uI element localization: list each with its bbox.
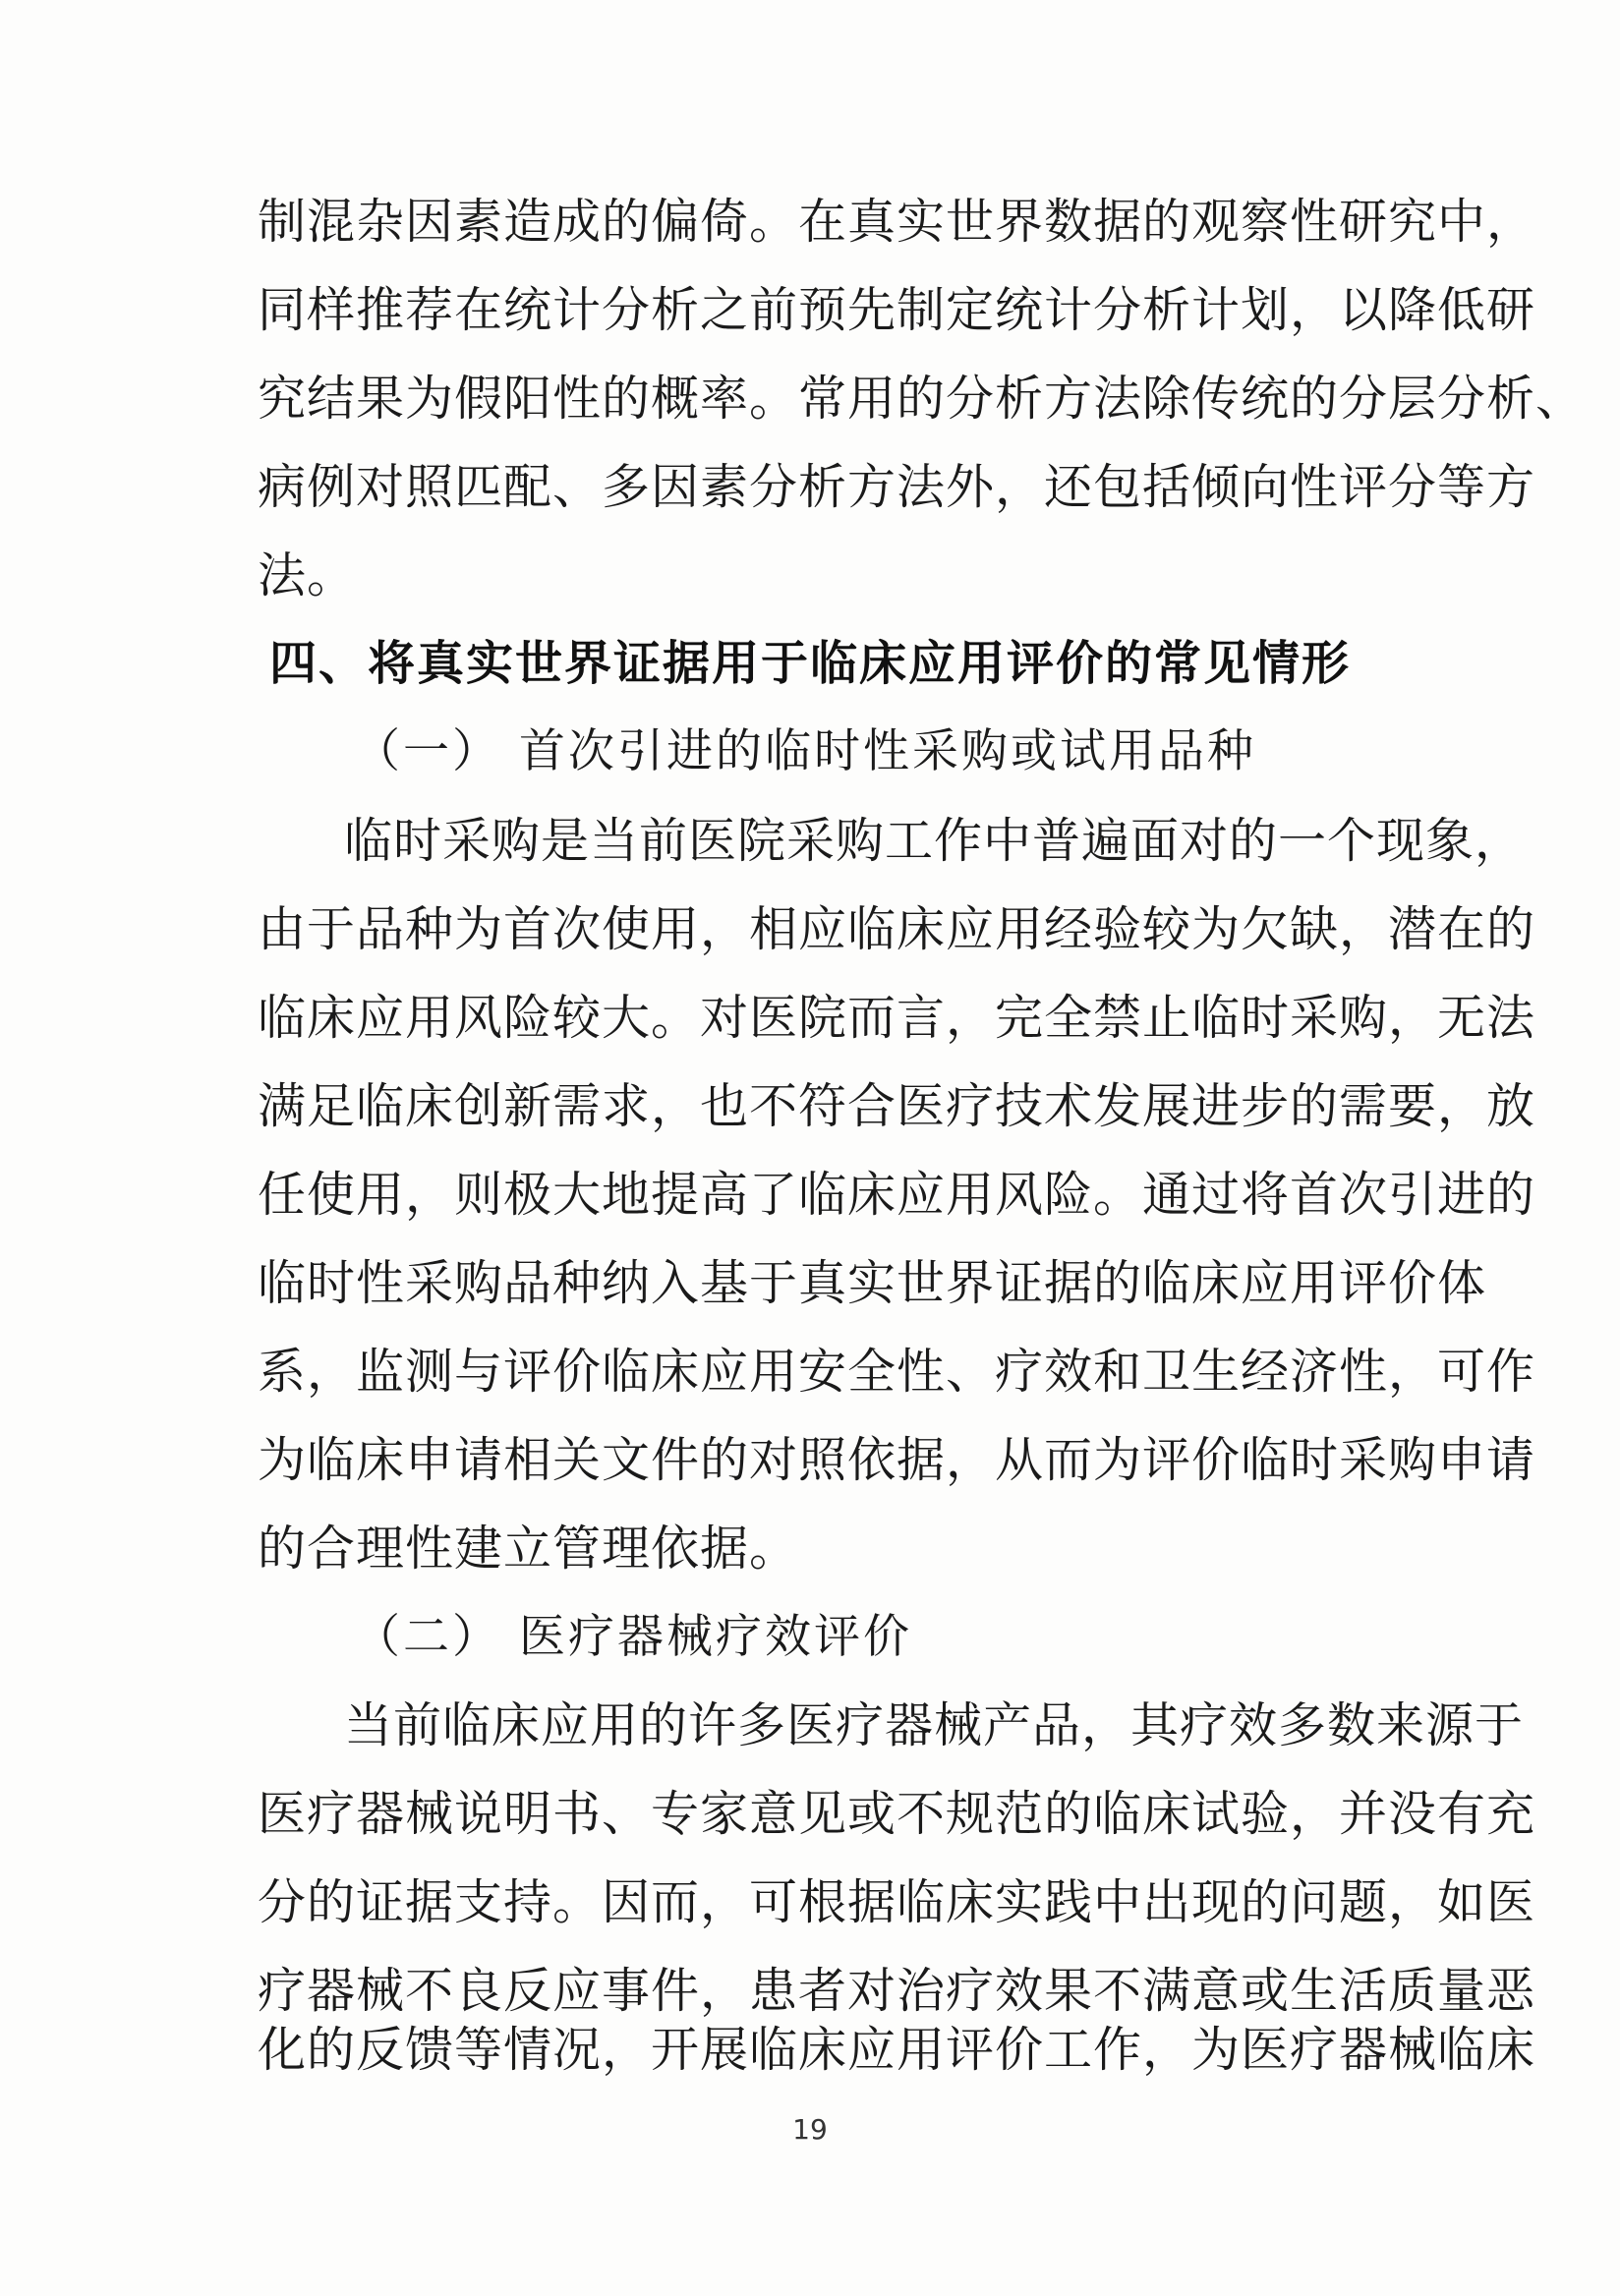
paragraph-line: 同样推荐在统计分析之前预先制定统计分析计划，以降低研 [258,282,1536,338]
paragraph-line: 病例对照匹配、多因素分析方法外，还包括倾向性评分等方 [258,459,1536,515]
paragraph-line: 满足临床创新需求，也不符合医疗技术发展进步的需要，放 [258,1078,1536,1134]
paragraph-line: 为临床申请相关文件的对照依据，从而为评价临时采购申请 [258,1432,1536,1488]
subsection-heading-1: （一） 首次引进的临时性采购或试用品种 [354,724,1256,778]
paragraph-line: 制混杂因素造成的偏倚。在真实世界数据的观察性研究中， [258,194,1536,250]
paragraph-line: 分的证据支持。因而，可根据临床实践中出现的问题，如医 [258,1874,1536,1930]
paragraph-line: 医疗器械说明书、专家意见或不规范的临床试验，并没有充 [258,1786,1536,1842]
paragraph-line: 任使用，则极大地提高了临床应用风险。通过将首次引进的 [258,1167,1536,1223]
page-number: 19 [792,2113,828,2146]
paragraph-line: 系，监测与评价临床应用安全性、疗效和卫生经济性，可作 [258,1344,1536,1400]
paragraph-line: 当前临床应用的许多医疗器械产品，其疗效多数来源于 [344,1697,1525,1753]
paragraph-line: 究结果为假阳性的概率。常用的分析方法除传统的分层分析、 [258,371,1586,427]
subsection-heading-2: （二） 医疗器械疗效评价 [354,1610,912,1664]
paragraph-line: 的合理性建立管理依据。 [258,1521,799,1577]
paragraph-line: 化的反馈等情况，开展临床应用评价工作，为医疗器械临床 [258,2022,1536,2078]
paragraph-line: 疗器械不良反应事件，患者对治疗效果不满意或生活质量恶 [258,1963,1536,2019]
paragraph-line: 临床应用风险较大。对医院而言，完全禁止临时采购，无法 [258,990,1536,1046]
section-heading: 四、将真实世界证据用于临床应用评价的常见情形 [268,636,1351,691]
paragraph-line: 由于品种为首次使用，相应临床应用经验较为欠缺，潜在的 [258,901,1536,957]
paragraph-line: 临时采购是当前医院采购工作中普遍面对的一个现象， [344,813,1525,869]
paragraph-line: 法。 [258,547,357,603]
paragraph-line: 临时性采购品种纳入基于真实世界证据的临床应用评价体 [258,1255,1487,1311]
